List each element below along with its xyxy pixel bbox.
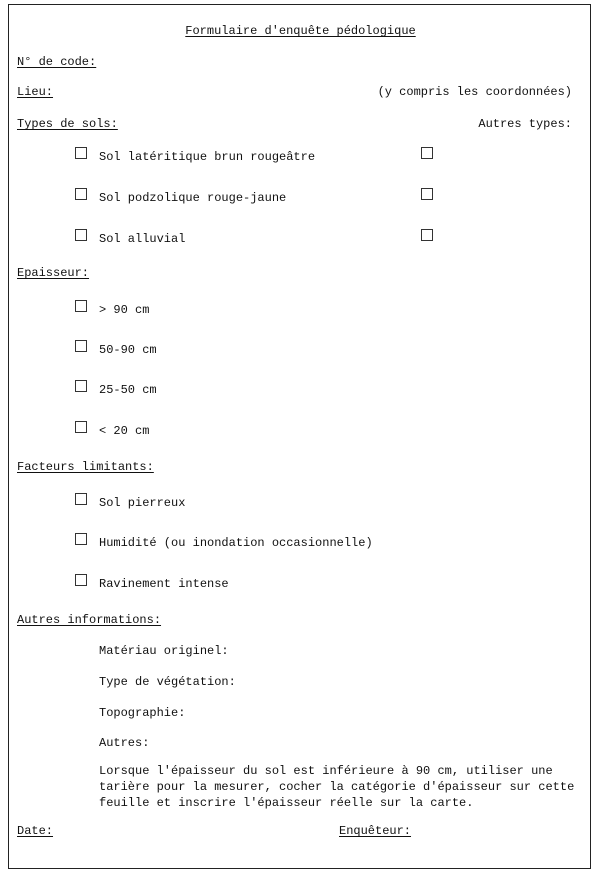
- thickness-50-90-label: 50-90 cm: [99, 343, 157, 357]
- other-info-label: Autres informations:: [17, 613, 162, 627]
- limiting-factors-label: Facteurs limitants:: [17, 460, 154, 474]
- thickness-25-50-label: 25-50 cm: [99, 383, 157, 397]
- stony-soil-label: Sol pierreux: [99, 496, 186, 510]
- survey-form-page: [8, 4, 591, 869]
- thickness-under-20-checkbox[interactable]: [75, 421, 87, 433]
- other-type-1-checkbox[interactable]: [421, 147, 433, 159]
- other-type-2-checkbox[interactable]: [421, 188, 433, 200]
- gully-erosion-checkbox[interactable]: [75, 574, 87, 586]
- other-label: Autres:: [99, 736, 150, 750]
- thickness-label: Epaisseur:: [17, 266, 90, 280]
- parent-material-label: Matériau originel:: [99, 644, 229, 658]
- instruction-note: Lorsque l'épaisseur du sol est inférieure à 90 cm, utiliser une tarière pour la mesurer, cocher la catégorie d'épaisseur sur cette feuille et inscrire l'épaisseur réelle sur la carte.: [99, 764, 575, 810]
- thickness-under-20-label: < 20 cm: [99, 424, 150, 438]
- date-label: Date:: [17, 824, 54, 838]
- soil-podzolic-label: Sol podzolique rouge-jaune: [99, 191, 287, 205]
- lieu-note: (y compris les coordonnées): [377, 85, 572, 99]
- humidity-checkbox[interactable]: [75, 533, 87, 545]
- thickness-50-90-checkbox[interactable]: [75, 340, 87, 352]
- lieu-label: Lieu:: [17, 85, 54, 99]
- topography-label: Topographie:: [99, 706, 186, 720]
- thickness-25-50-checkbox[interactable]: [75, 380, 87, 392]
- soil-types-label: Types de sols:: [17, 117, 118, 131]
- code-label: N° de code:: [17, 55, 97, 69]
- surveyor-label: Enquêteur:: [339, 824, 412, 838]
- thickness-over-90-label: > 90 cm: [99, 303, 150, 317]
- vegetation-type-label: Type de végétation:: [99, 675, 236, 689]
- other-types-label: Autres types:: [478, 117, 572, 131]
- stony-soil-checkbox[interactable]: [75, 493, 87, 505]
- thickness-over-90-checkbox[interactable]: [75, 300, 87, 312]
- soil-alluvial-checkbox[interactable]: [75, 229, 87, 241]
- soil-lateritic-label: Sol latéritique brun rougeâtre: [99, 150, 316, 164]
- form-title: Formulaire d'enquête pédologique: [185, 24, 416, 38]
- soil-alluvial-label: Sol alluvial: [99, 232, 186, 246]
- soil-lateritic-checkbox[interactable]: [75, 147, 87, 159]
- other-type-3-checkbox[interactable]: [421, 229, 433, 241]
- humidity-label: Humidité (ou inondation occasionnelle): [99, 536, 373, 550]
- soil-podzolic-checkbox[interactable]: [75, 188, 87, 200]
- gully-erosion-label: Ravinement intense: [99, 577, 229, 591]
